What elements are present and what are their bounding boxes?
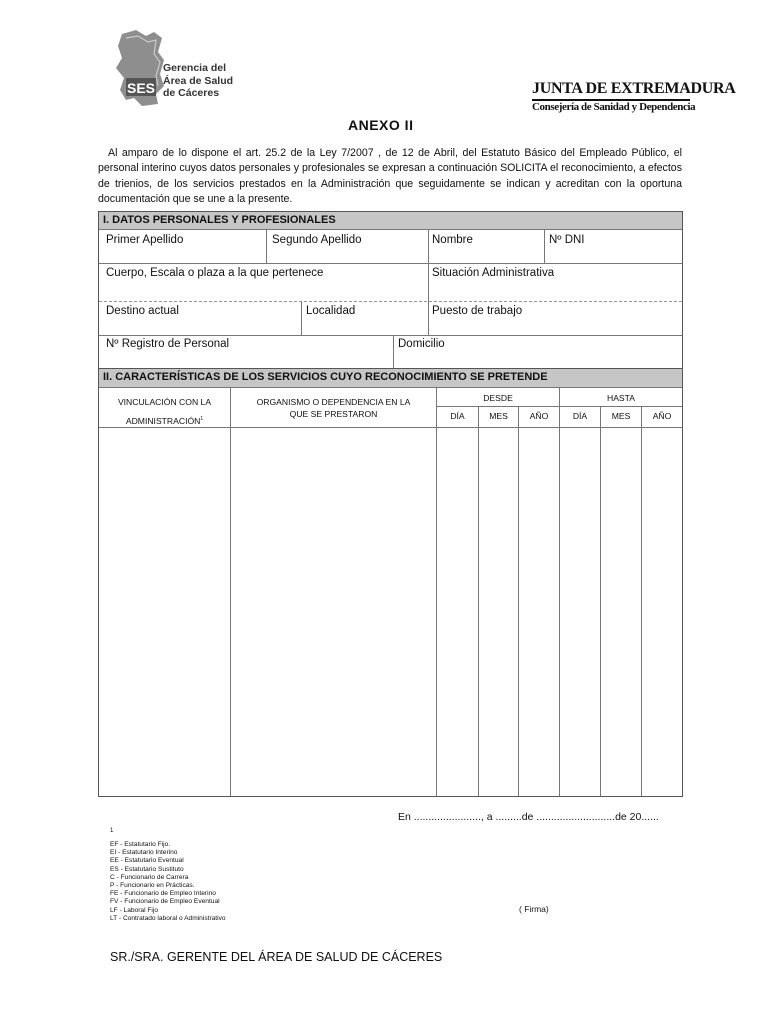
legend-list — [110, 841, 226, 923]
logo-text — [163, 62, 233, 100]
legend-item: EE - Estatutario Eventual — [110, 857, 184, 865]
organismo-header — [231, 396, 436, 420]
section-services — [98, 368, 683, 797]
organismo-line1: ORGANISMO O DEPENDENCIA EN LA — [256, 397, 411, 407]
logo-line-3: de Cáceres — [163, 87, 220, 99]
localidad-label: Localidad — [306, 305, 356, 317]
registro-label: Nº Registro de Personal — [106, 338, 230, 350]
legend-item: ES - Estatutario Sustituto — [110, 865, 184, 873]
hasta-mes: MES — [611, 411, 631, 421]
conserjeria-title: Consejería de Sanidad y Dependencia — [532, 101, 696, 113]
desde-header: DESDE — [483, 393, 513, 403]
section1-header: I. DATOS PERSONALES Y PROFESIONALES — [99, 212, 682, 229]
legend-item: LT - Contratado laboral o Administrativo — [110, 914, 226, 922]
logo-line-1: Gerencia del — [163, 62, 227, 74]
hasta-dia: DÍA — [572, 411, 588, 421]
legend-item: LF - Laboral Fijo — [110, 906, 159, 914]
vinculacion-line2-wrap — [99, 411, 230, 430]
footnote-mark: 1 — [110, 828, 114, 834]
legend-item: FE - Funcionario de Empleo Interino — [110, 890, 216, 898]
nombre-label: Nombre — [432, 234, 473, 246]
hasta-header: HASTA — [606, 393, 635, 403]
desde-mes: MES — [489, 411, 508, 421]
domicilio-label: Domicilio — [398, 338, 445, 350]
vinculacion-header — [99, 394, 230, 430]
desde-ano: AÑO — [529, 411, 549, 421]
legend-item: C - Funcionario de Carrera — [110, 873, 189, 881]
cuerpo-label: Cuerpo, Escala o plaza a la que pertenece — [106, 267, 324, 279]
legend-item: EI - Estatutario Interino — [110, 849, 178, 857]
firma-label: ( Firma) — [519, 904, 549, 914]
dni-label: Nº DNI — [549, 234, 585, 246]
destino-label: Destino actual — [106, 305, 179, 317]
situacion-label: Situación Administrativa — [432, 267, 555, 279]
intro-paragraph: Al amparo de lo dispone el art. 25.2 de la Ley 7/2007 , de 12 de Abril, del Estatuto Básico del Empleado Público, el personal interino cuyos datos personales y profesionales se expresan a continuación SOLICITA el reconocimiento, a efectos de trienios, de los servicios prestados en la Administración que seguidamente se indican y acreditan con la oportuna documentación que se une a la presente. — [98, 147, 682, 206]
primer-apellido-label: Primer Apellido — [106, 234, 184, 246]
puesto-label: Puesto de trabajo — [432, 305, 523, 317]
logo-line-2: Área de Salud — [163, 74, 234, 87]
place-date-line: En ......................., a .........de ...........................de 20...... — [398, 811, 659, 823]
footnote-ref: 1 — [200, 416, 204, 422]
organismo-line2: QUE SE PRESTARON — [289, 409, 378, 419]
legend-item: P - Funcionario en Prácticas. — [110, 882, 195, 890]
legend-item: FV - Funcionario de Empleo Eventual — [110, 898, 220, 906]
segundo-apellido-label: Segundo Apellido — [272, 234, 362, 246]
addressee: SR./SRA. GERENTE DEL ÁREA DE SALUD DE CÁCERES — [110, 950, 443, 964]
vinculacion-line1: VINCULACIÓN CON LA — [117, 397, 212, 407]
ses-logo-abbr: SES — [127, 80, 156, 96]
desde-dia: DÍA — [450, 411, 465, 421]
vinculacion-line2: ADMINISTRACIÓN — [125, 415, 201, 426]
hasta-ano: AÑO — [652, 411, 672, 421]
junta-title: JUNTA DE EXTREMADURA — [532, 80, 736, 97]
document-title: ANEXO II — [348, 117, 414, 133]
section2-header: II. CARACTERÍSTICAS DE LOS SERVICIOS CUYO RECONOCIMIENTO SE PRETENDE — [99, 369, 682, 387]
legend-item: EF - Estatutario Fijo. — [110, 841, 171, 848]
